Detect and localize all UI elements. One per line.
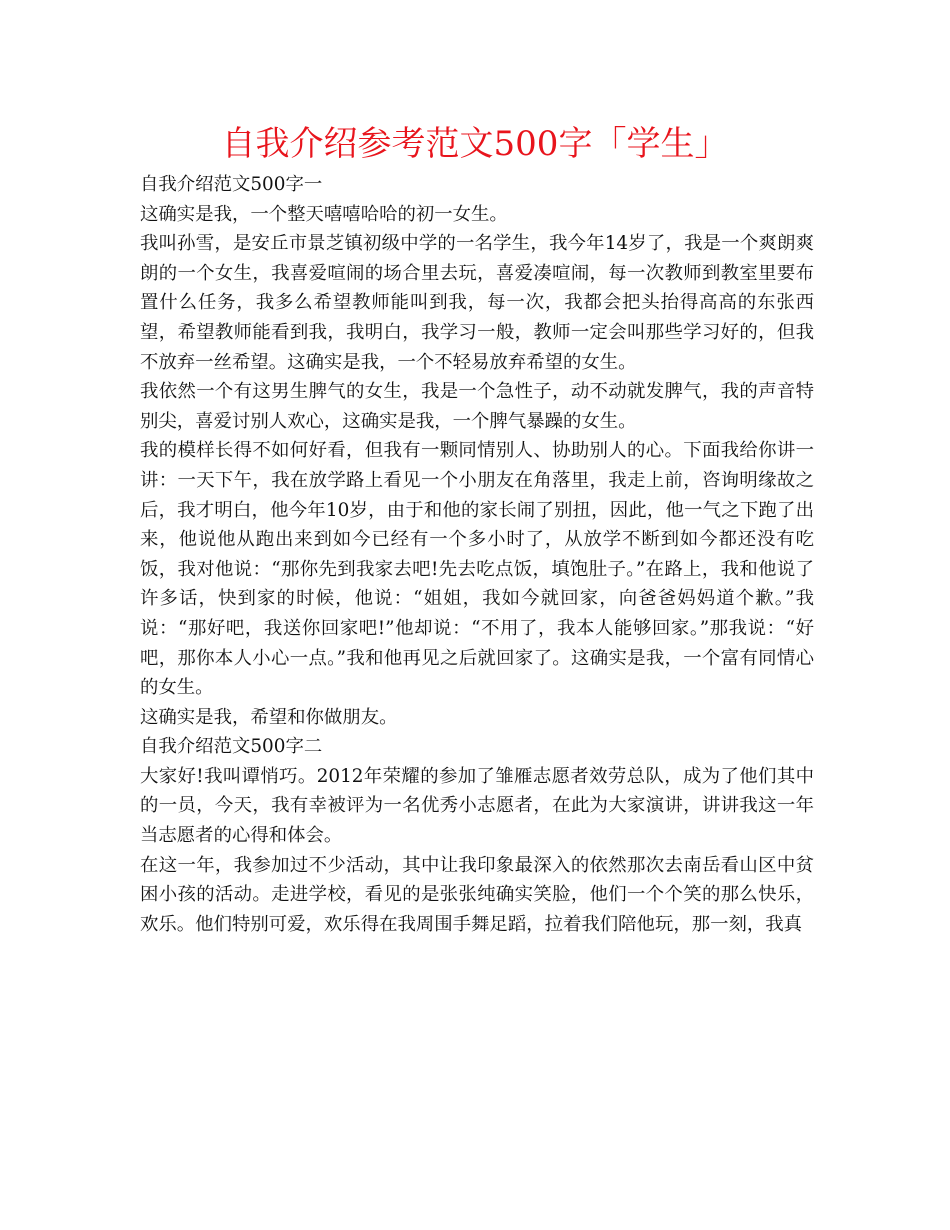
paragraph: 这确实是我，希望和你做朋友。 — [140, 706, 398, 728]
document-title: 自我介绍参考范文500字「学生」 — [221, 124, 729, 164]
paragraph: 我叫孙雪，是安丘市景芝镇初级中学的一名学生，我今年14岁了，我是一个爽朗爽朗的一个女生，我喜爱喧闹的场合里去玩，喜爱凑喧闹，每一次教师到教室里要布置什么任务，我多么希望教师能叫到我，每一次，我都会把头抬得高高的东张西望，希望教师能看到我，我明白，我学习一般，教师一定会叫那些学习好的，但我不放弃一丝希望。这确实是我，一个不轻易放弃希望的女生。 — [140, 233, 814, 373]
section-heading: 自我介绍范文500字一 — [140, 174, 323, 195]
document-body — [140, 170, 814, 939]
paragraph: 在这一年，我参加过不少活动，其中让我印象最深入的依然那次去南岳看山区中贫困小孩的活动。走进学校，看见的是张张纯确实笑脸，他们一个个笑的那么快乐，欢乐。他们特别可爱，欢乐得在我周围手舞足蹈，拉着我们陪他玩，那一刻，我真 — [140, 854, 814, 935]
section-heading: 自我介绍范文500字二 — [140, 736, 323, 758]
paragraph: 这确实是我，一个整天嘻嘻哈哈的初一女生。 — [140, 203, 508, 225]
paragraph: 大家好!我叫谭悄巧。2012年荣耀的参加了雏雁志愿者效劳总队，成为了他们其中的一员，今天，我有幸被评为一名优秀小志愿者，在此为大家演讲，讲讲我这一年当志愿者的心得和体会。 — [140, 765, 814, 847]
paragraph: 我依然一个有这男生脾气的女生，我是一个急性子，动不动就发脾气，我的声音特别尖，喜爱讨别人欢心，这确实是我，一个脾气暴躁的女生。 — [140, 381, 814, 432]
paragraph: 我的模样长得不如何好看，但我有一颗同情别人、协助别人的心。下面我给你讲一讲：一天下午，我在放学路上看见一个小朋友在角落里，我走上前，咨询明缘故之后，我才明白，他今年10岁，由于和他的家长闹了别扭，因此，他一气之下跑了出来，他说他从跑出来到如今已经有一个多小时了，从放学不断到如今都还没有吃饭，我对他说：“那你先到我家去吧!先去吃点饭，填饱肚子。”在路上，我和他说了许多话，快到家的时候，他说：“姐姐，我如今就回家，向爸爸妈妈道个歉。”我说：“那好吧，我送你回家吧!”他却说：“不用了，我本人能够回家。”那我说：“好吧，那你本人小心一点。”我和他再见之后就回家了。这确实是我，一个富有同情心的女生。 — [140, 440, 814, 699]
